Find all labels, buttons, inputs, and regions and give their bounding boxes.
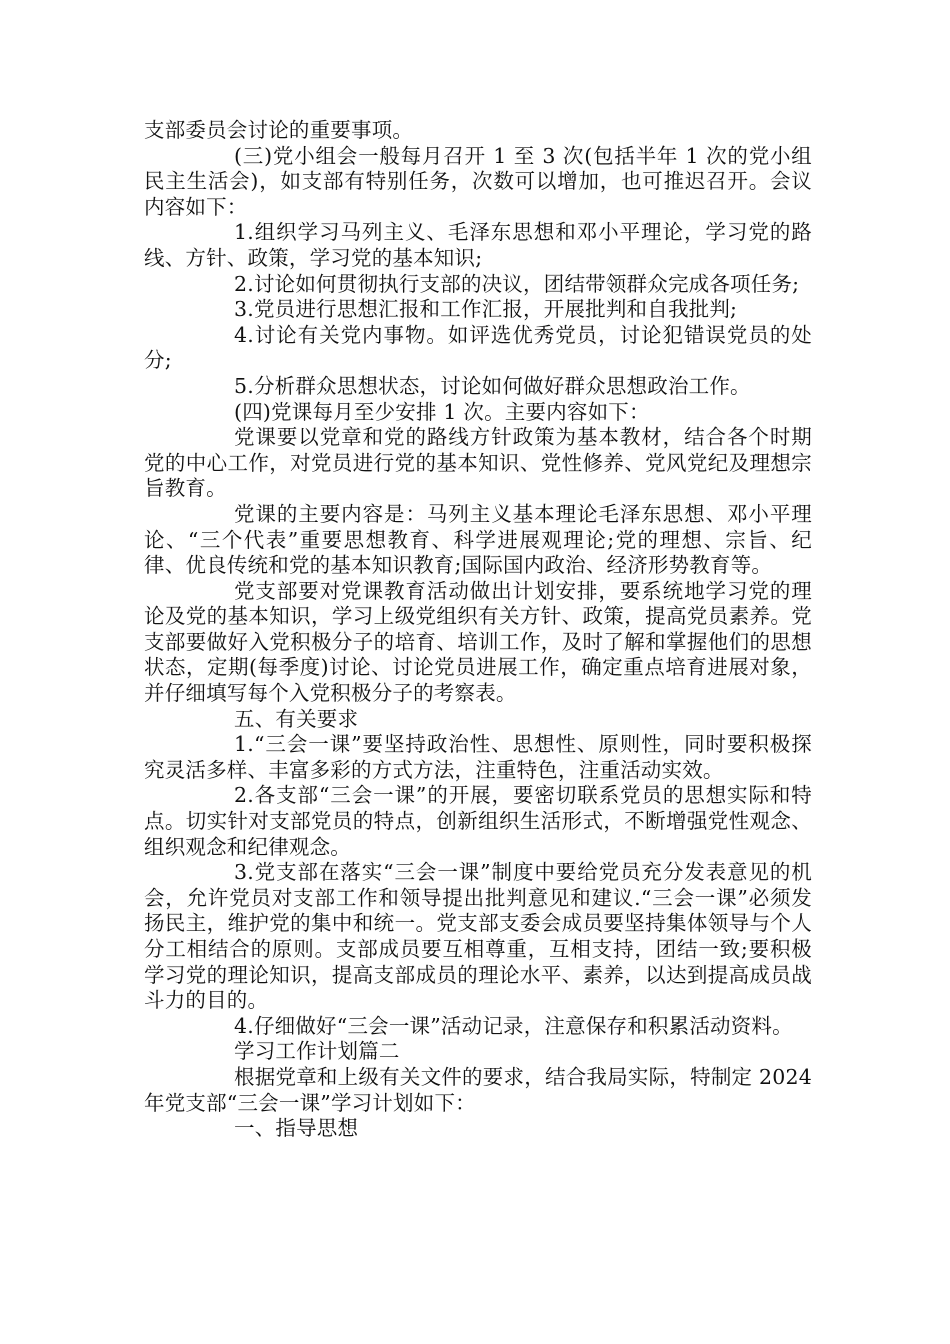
list-item: 2.讨论如何贯彻执行支部的决议，团结带领群众完成各项任务; xyxy=(234,271,800,296)
list-item: 4.讨论有关党内事物。如评选优秀党员，讨论犯错误党员的处分; xyxy=(144,322,812,373)
section-heading: 五、有关要求 xyxy=(234,706,359,731)
list-item: 3.党支部在落实“三会一课”制度中要给党员充分发表意见的机会，允许党员对支部工作和领导提出批判意见和建议.“三会一课”必须发扬民主，维护党的集中和统一。党支部支委会成员要坚持集体领导与个人分工相结合的原则。支部成员要互相尊重，互相支持，团结一致;要积极学习党的理论知识，提高支部成员的理论水平、素养，以达到提高成员战斗力的目的。 xyxy=(144,860,812,1013)
paragraph: 党课的主要内容是：马列主义基本理论毛泽东思想、邓小平理论、“三个代表”重要思想教育、科学进展观理论;党的理想、宗旨、纪律、优良传统和党的基本知识教育;国际国内政治、经济形势教育等。 xyxy=(144,501,812,578)
list-item: 3.党员进行思想汇报和工作汇报，开展批判和自我批判; xyxy=(234,297,738,322)
paragraph: 支部委员会讨论的重要事项。 xyxy=(144,118,414,142)
document-body xyxy=(144,118,812,1142)
paragraph: (三)党小组会一般每月召开 1 至 3 次(包括半年 1 次的党小组民主生活会)，如支部有特别任务，次数可以增加，也可推迟召开。会议内容如下： xyxy=(144,143,812,219)
list-item: 4.仔细做好“三会一课”活动记录，注意保存和积累活动资料。 xyxy=(234,1013,793,1038)
document-title: 学习工作计划篇二 xyxy=(234,1039,400,1064)
list-item: 2.各支部“三会一课”的开展，要密切联系党员的思想实际和特点。切实针对支部党员的特点，创新组织生活形式，不断增强党性观念、组织观念和纪律观念。 xyxy=(144,783,812,859)
paragraph: 党课要以党章和党的路线方针政策为基本教材，结合各个时期党的中心工作，对党员进行党的基本知识、党性修养、党风党纪及理想宗旨教育。 xyxy=(144,425,812,501)
paragraph: (四)党课每月至少安排 1 次。主要内容如下： xyxy=(234,399,650,424)
list-item: 1.组织学习马列主义、毛泽东思想和邓小平理论，学习党的路线、方针、政策，学习党的基本知识; xyxy=(144,220,812,270)
section-heading: 一、指导思想 xyxy=(234,1116,359,1141)
list-item: 1.“三会一课”要坚持政治性、思想性、原则性，同时要积极探究灵活多样、丰富多彩的方式方法，注重特色，注重活动实效。 xyxy=(144,732,812,782)
list-item: 5.分析群众思想状态，讨论如何做好群众思想政治工作。 xyxy=(234,373,751,398)
paragraph: 根据党章和上级有关文件的要求，结合我局实际，特制定 2024 年党支部“三会一课”学习计划如下： xyxy=(144,1064,812,1115)
paragraph: 党支部要对党课教育活动做出计划安排，要系统地学习党的理论及党的基本知识，学习上级党组织有关方针、政策，提高党员素养。党支部要做好入党积极分子的培育、培训工作，及时了解和掌握他们的思想状态，定期(每季度)讨论、讨论党员进展工作，确定重点培育进展对象，并仔细填写每个入党积极分子的考察表。 xyxy=(144,578,812,706)
